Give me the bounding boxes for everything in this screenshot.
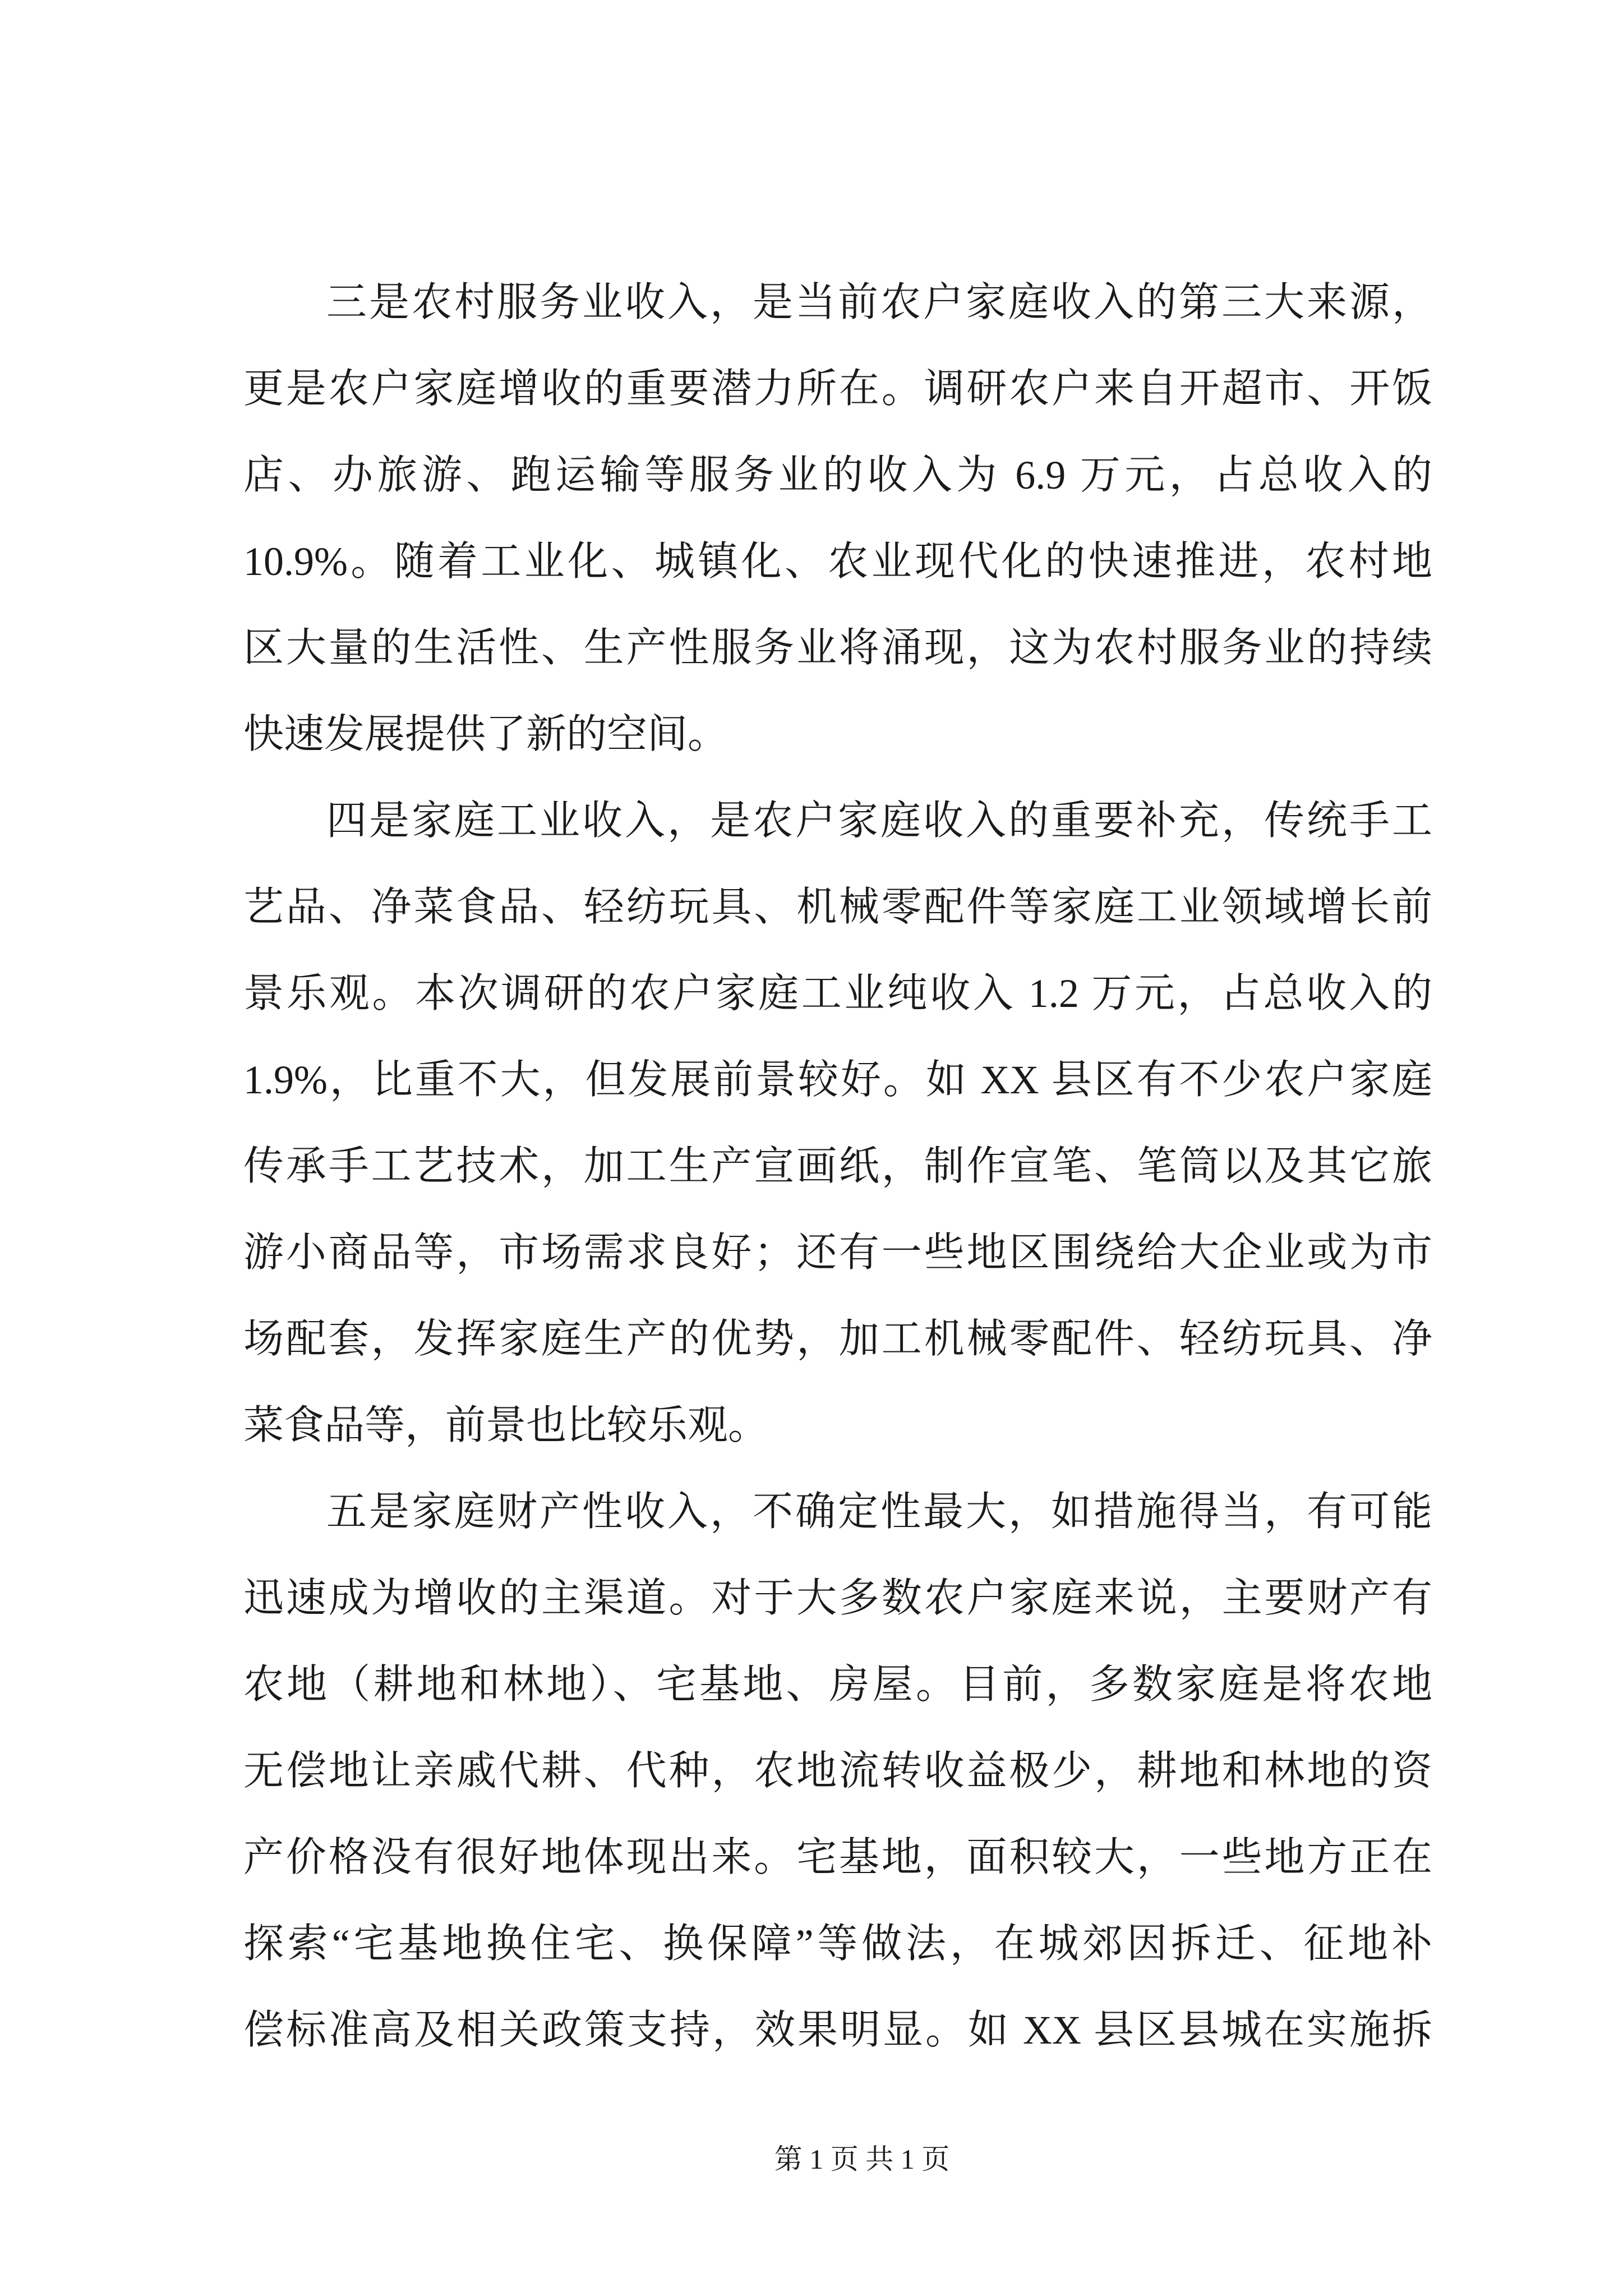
paragraph-service-income (243, 259, 1432, 777)
text-line: 五是家庭财产性收入，不确定性最大，如措施得当，有可能 (326, 1489, 1432, 1534)
document-body (243, 259, 1432, 2073)
page-number-footer: 第 1 页 共 1 页 (774, 2143, 950, 2175)
text-line: 10.9%。随着工业化、城镇化、农业现代化的快速推进，农村地 (243, 539, 1432, 584)
text-line: 快速发展提供了新的空间。 (243, 712, 728, 757)
text-line: 四是家庭工业收入，是农户家庭收入的重要补充，传统手工 (326, 798, 1432, 843)
text-line: 偿标准高及相关政策支持，效果明显。如 XX 县区县城在实施拆 (243, 2008, 1432, 2053)
text-line: 景乐观。本次调研的农户家庭工业纯收入 1.2 万元，占总收入的 (243, 971, 1432, 1016)
paragraph-industry-income (243, 777, 1432, 1469)
paragraph-property-income (243, 1469, 1432, 2073)
text-line: 迅速成为增收的主渠道。对于大多数农户家庭来说，主要财产有 (243, 1576, 1432, 1621)
text-line: 1.9%，比重不大，但发展前景较好。如 XX 县区有不少农户家庭 (243, 1057, 1432, 1102)
text-line: 产价格没有很好地体现出来。宅基地，面积较大，一些地方正在 (243, 1835, 1432, 1880)
text-line: 更是农户家庭增收的重要潜力所在。调研农户来自开超市、开饭 (243, 366, 1432, 411)
text-line: 传承手工艺技术，加工生产宣画纸，制作宣笔、笔筒以及其它旅 (243, 1144, 1432, 1189)
text-line: 无偿地让亲戚代耕、代种，农地流转收益极少，耕地和林地的资 (243, 1749, 1432, 1793)
text-line: 艺品、净菜食品、轻纺玩具、机械零配件等家庭工业领域增长前 (243, 885, 1432, 930)
text-line: 区大量的生活性、生产性服务业将涌现，这为农村服务业的持续 (243, 625, 1432, 670)
text-line: 三是农村服务业收入，是当前农户家庭收入的第三大来源， (326, 280, 1432, 325)
text-line: 农地（耕地和林地）、宅基地、房屋。目前，多数家庭是将农地 (243, 1662, 1432, 1707)
text-line: 菜食品等，前景也比较乐观。 (243, 1403, 769, 1448)
text-line: 游小商品等，市场需求良好；还有一些地区围绕给大企业或为市 (243, 1230, 1432, 1275)
text-line: 探索“宅基地换住宅、换保障”等做法，在城郊因拆迁、征地补 (243, 1921, 1432, 1966)
text-line: 店、办旅游、跑运输等服务业的收入为 6.9 万元，占总收入的 (243, 453, 1432, 498)
text-line: 场配套，发挥家庭生产的优势，加工机械零配件、轻纺玩具、净 (243, 1317, 1432, 1361)
